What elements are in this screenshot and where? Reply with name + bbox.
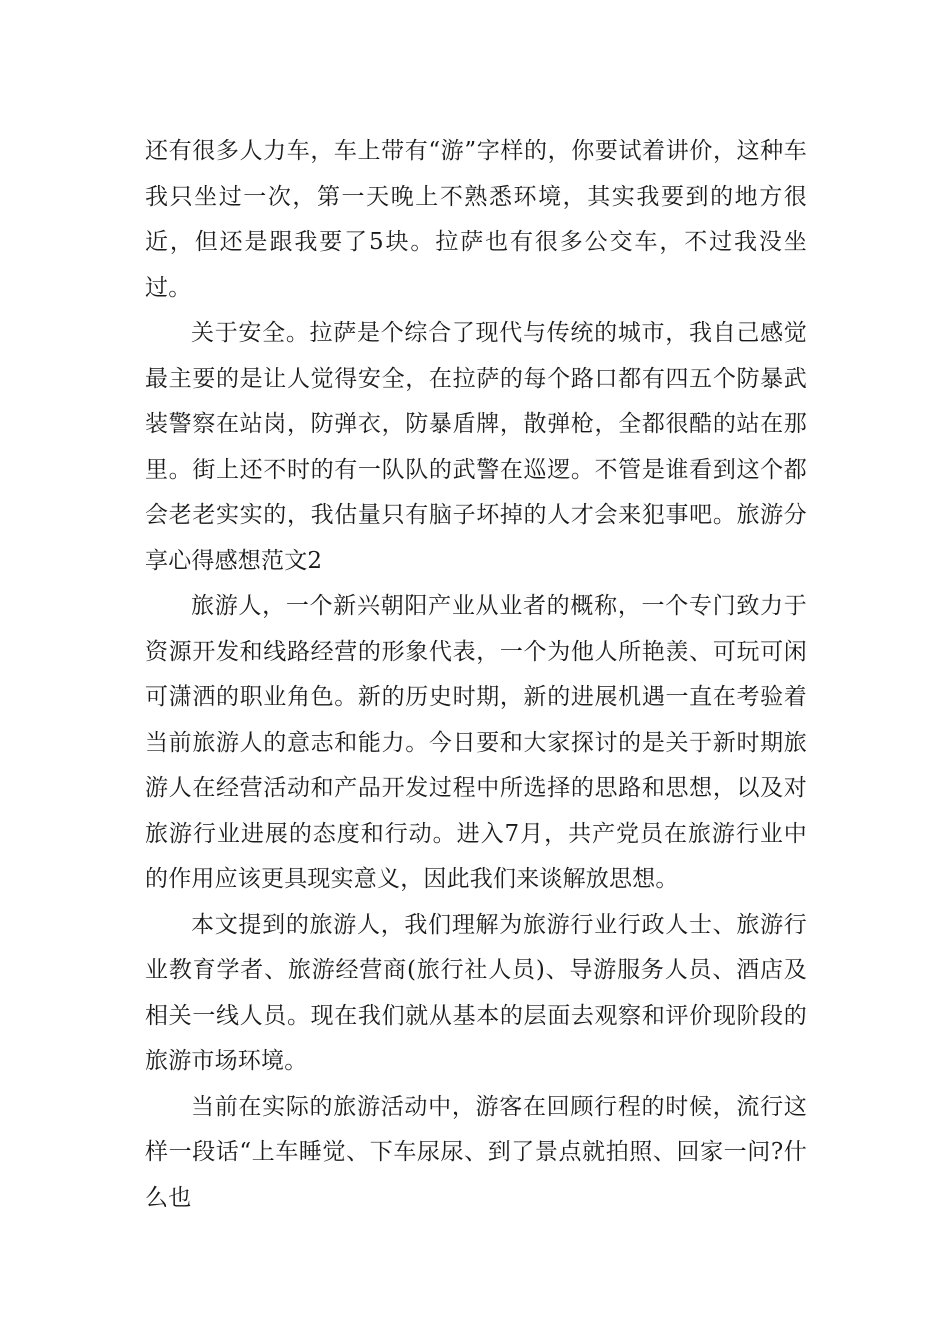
paragraph-transport: 还有很多人力车，车上带有“游”字样的，你要试着讲价，这种车我只坐过一次，第一天晚上不熟悉环境，其实我要到的地方很近，但还是跟我要了5块。拉萨也有很多公交车，不过我没坐过。 (145, 138, 807, 301)
paragraph-definition: 本文提到的旅游人，我们理解为旅游行业行政人士、旅游行业教育学者、旅游经营商(旅行社人员)、导游服务人员、酒店及相关一线人员。现在我们就从基本的层面去观察和评价现阶段的旅游市场环境。 (145, 911, 807, 1074)
paragraph-safety: 关于安全。拉萨是个综合了现代与传统的城市，我自己感觉最主要的是让人觉得安全，在拉萨的每个路口都有四五个防暴武装警察在站岗，防弹衣，防暴盾牌，散弹枪，全都很酷的站在那里。街上还不时的有一队队的武警在巡逻。不管是谁看到这个都会老老实实的，我估量只有脑子坏掉的人才会来犯事吧。旅游分享心得感想范文2 (145, 320, 807, 574)
document-body (145, 129, 807, 1221)
paragraph-current-activity: 当前在实际的旅游活动中，游客在回顾行程的时候，流行这样一段话“上车睡觉、下车尿尿、到了景点就拍照、回家一问?什么也 (145, 1093, 807, 1211)
paragraph-tourism-people: 旅游人，一个新兴朝阳产业从业者的概称，一个专门致力于资源开发和线路经营的形象代表，一个为他人所艳羡、可玩可闲可潇洒的职业角色。新的历史时期，新的进展机遇一直在考验着当前旅游人的意志和能力。今日要和大家探讨的是关于新时期旅游人在经营活动和产品开发过程中所选择的思路和思想，以及对旅游行业进展的态度和行动。进入7月，共产党员在旅游行业中的作用应该更具现实意义，因此我们来谈解放思想。 (145, 593, 807, 892)
